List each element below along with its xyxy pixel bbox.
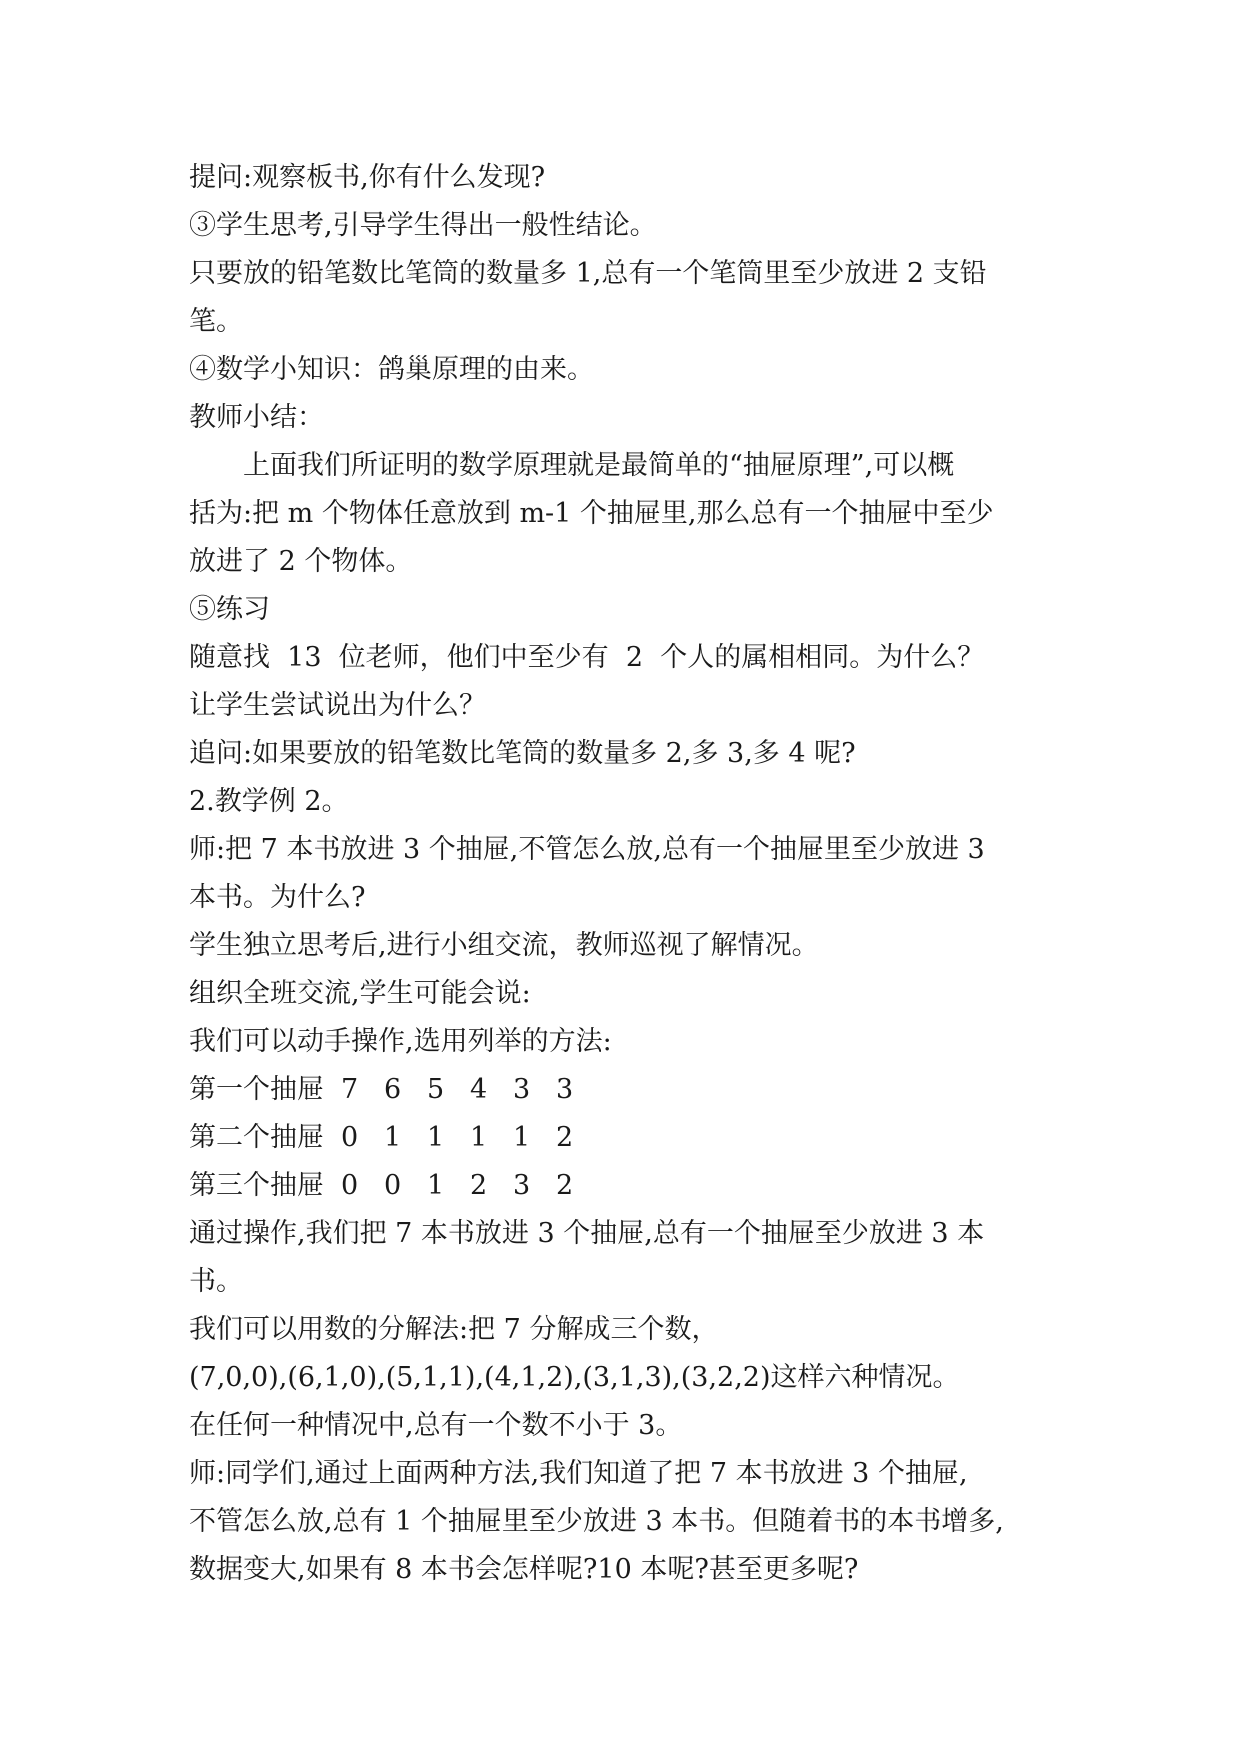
table-row	[189, 1162, 1069, 1210]
row-label: 第一个抽屉	[189, 1074, 324, 1105]
paragraph: 组织全班交流,学生可能会说:	[189, 978, 531, 1009]
paragraph: 随意找 13 位老师，他们中至少有 2 个人的属相相同。为什么？	[189, 642, 985, 673]
paragraph: 只要放的铅笔数比笔筒的数量多 1,总有一个笔筒里至少放进 2 支铅	[189, 258, 987, 289]
document-body	[189, 154, 1069, 1594]
paragraph: 笔。	[189, 306, 243, 337]
table-cell: 1	[513, 1122, 531, 1153]
table-cell: 1	[384, 1122, 402, 1153]
table-cell: 1	[470, 1122, 488, 1153]
paragraph: 我们可以动手操作,选用列举的方法:	[189, 1026, 612, 1057]
table-cell: 3	[556, 1074, 574, 1105]
paragraph: 教师小结：	[189, 402, 324, 433]
table-cell: 5	[427, 1074, 445, 1105]
row-label: 第二个抽屉	[189, 1122, 324, 1153]
row-label: 第三个抽屉	[189, 1170, 324, 1201]
paragraph: 我们可以用数的分解法:把 7 分解成三个数，	[189, 1314, 719, 1345]
table-cell: 2	[556, 1122, 574, 1153]
table-row	[189, 1114, 1069, 1162]
paragraph: 提问:观察板书,你有什么发现?	[189, 162, 546, 193]
paragraph: (7,0,0),(6,1,0),(5,1,1),(4,1,2),(3,1,3),(3,2,2)这样六种情况。	[189, 1362, 960, 1393]
paragraph: ④数学小知识：鸽巢原理的由来。	[189, 354, 594, 385]
table-cell: 4	[470, 1074, 488, 1105]
table-cell: 3	[513, 1170, 531, 1201]
paragraph: 追问:如果要放的铅笔数比笔筒的数量多 2,多 3,多 4 呢?	[189, 738, 856, 769]
paragraph: 2.教学例 2。	[189, 786, 349, 817]
paragraph: 学生独立思考后,进行小组交流，教师巡视了解情况。	[189, 930, 819, 961]
table-cell: 1	[427, 1170, 445, 1201]
table-cell: 0	[384, 1170, 402, 1201]
paragraph: 本书。为什么?	[189, 882, 366, 913]
table-cell: 3	[513, 1074, 531, 1105]
table-row	[189, 1066, 1069, 1114]
table-cell: 6	[384, 1074, 402, 1105]
paragraph: 书。	[189, 1266, 243, 1297]
paragraph: 不管怎么放,总有 1 个抽屉里至少放进 3 本书。但随着书的本书增多,	[189, 1506, 1004, 1537]
paragraph: ③学生思考,引导学生得出一般性结论。	[189, 210, 657, 241]
paragraph: 上面我们所证明的数学原理就是最简单的“抽屉原理”,可以概	[243, 450, 955, 481]
table-cell: 7	[341, 1074, 359, 1105]
table-cell: 2	[470, 1170, 488, 1201]
table-cell: 2	[556, 1170, 574, 1201]
table-cell: 0	[341, 1122, 359, 1153]
drawer-table	[189, 1066, 1069, 1210]
table-cell: 0	[341, 1170, 359, 1201]
paragraph: 师:同学们,通过上面两种方法,我们知道了把 7 本书放进 3 个抽屉,	[189, 1458, 968, 1489]
table-cell: 1	[427, 1122, 445, 1153]
paragraph: 让学生尝试说出为什么？	[189, 690, 486, 721]
paragraph: 放进了 2 个物体。	[189, 546, 413, 577]
paragraph: ⑤练习	[189, 594, 270, 625]
paragraph: 数据变大,如果有 8 本书会怎样呢?10 本呢?甚至更多呢?	[189, 1554, 859, 1585]
paragraph: 在任何一种情况中,总有一个数不小于 3。	[189, 1410, 683, 1441]
paragraph: 师:把 7 本书放进 3 个抽屉,不管怎么放,总有一个抽屉里至少放进 3	[189, 834, 985, 865]
paragraph: 括为:把 m 个物体任意放到 m-1 个抽屉里,那么总有一个抽屉中至少	[189, 498, 994, 529]
paragraph: 通过操作,我们把 7 本书放进 3 个抽屉,总有一个抽屉至少放进 3 本	[189, 1218, 985, 1249]
